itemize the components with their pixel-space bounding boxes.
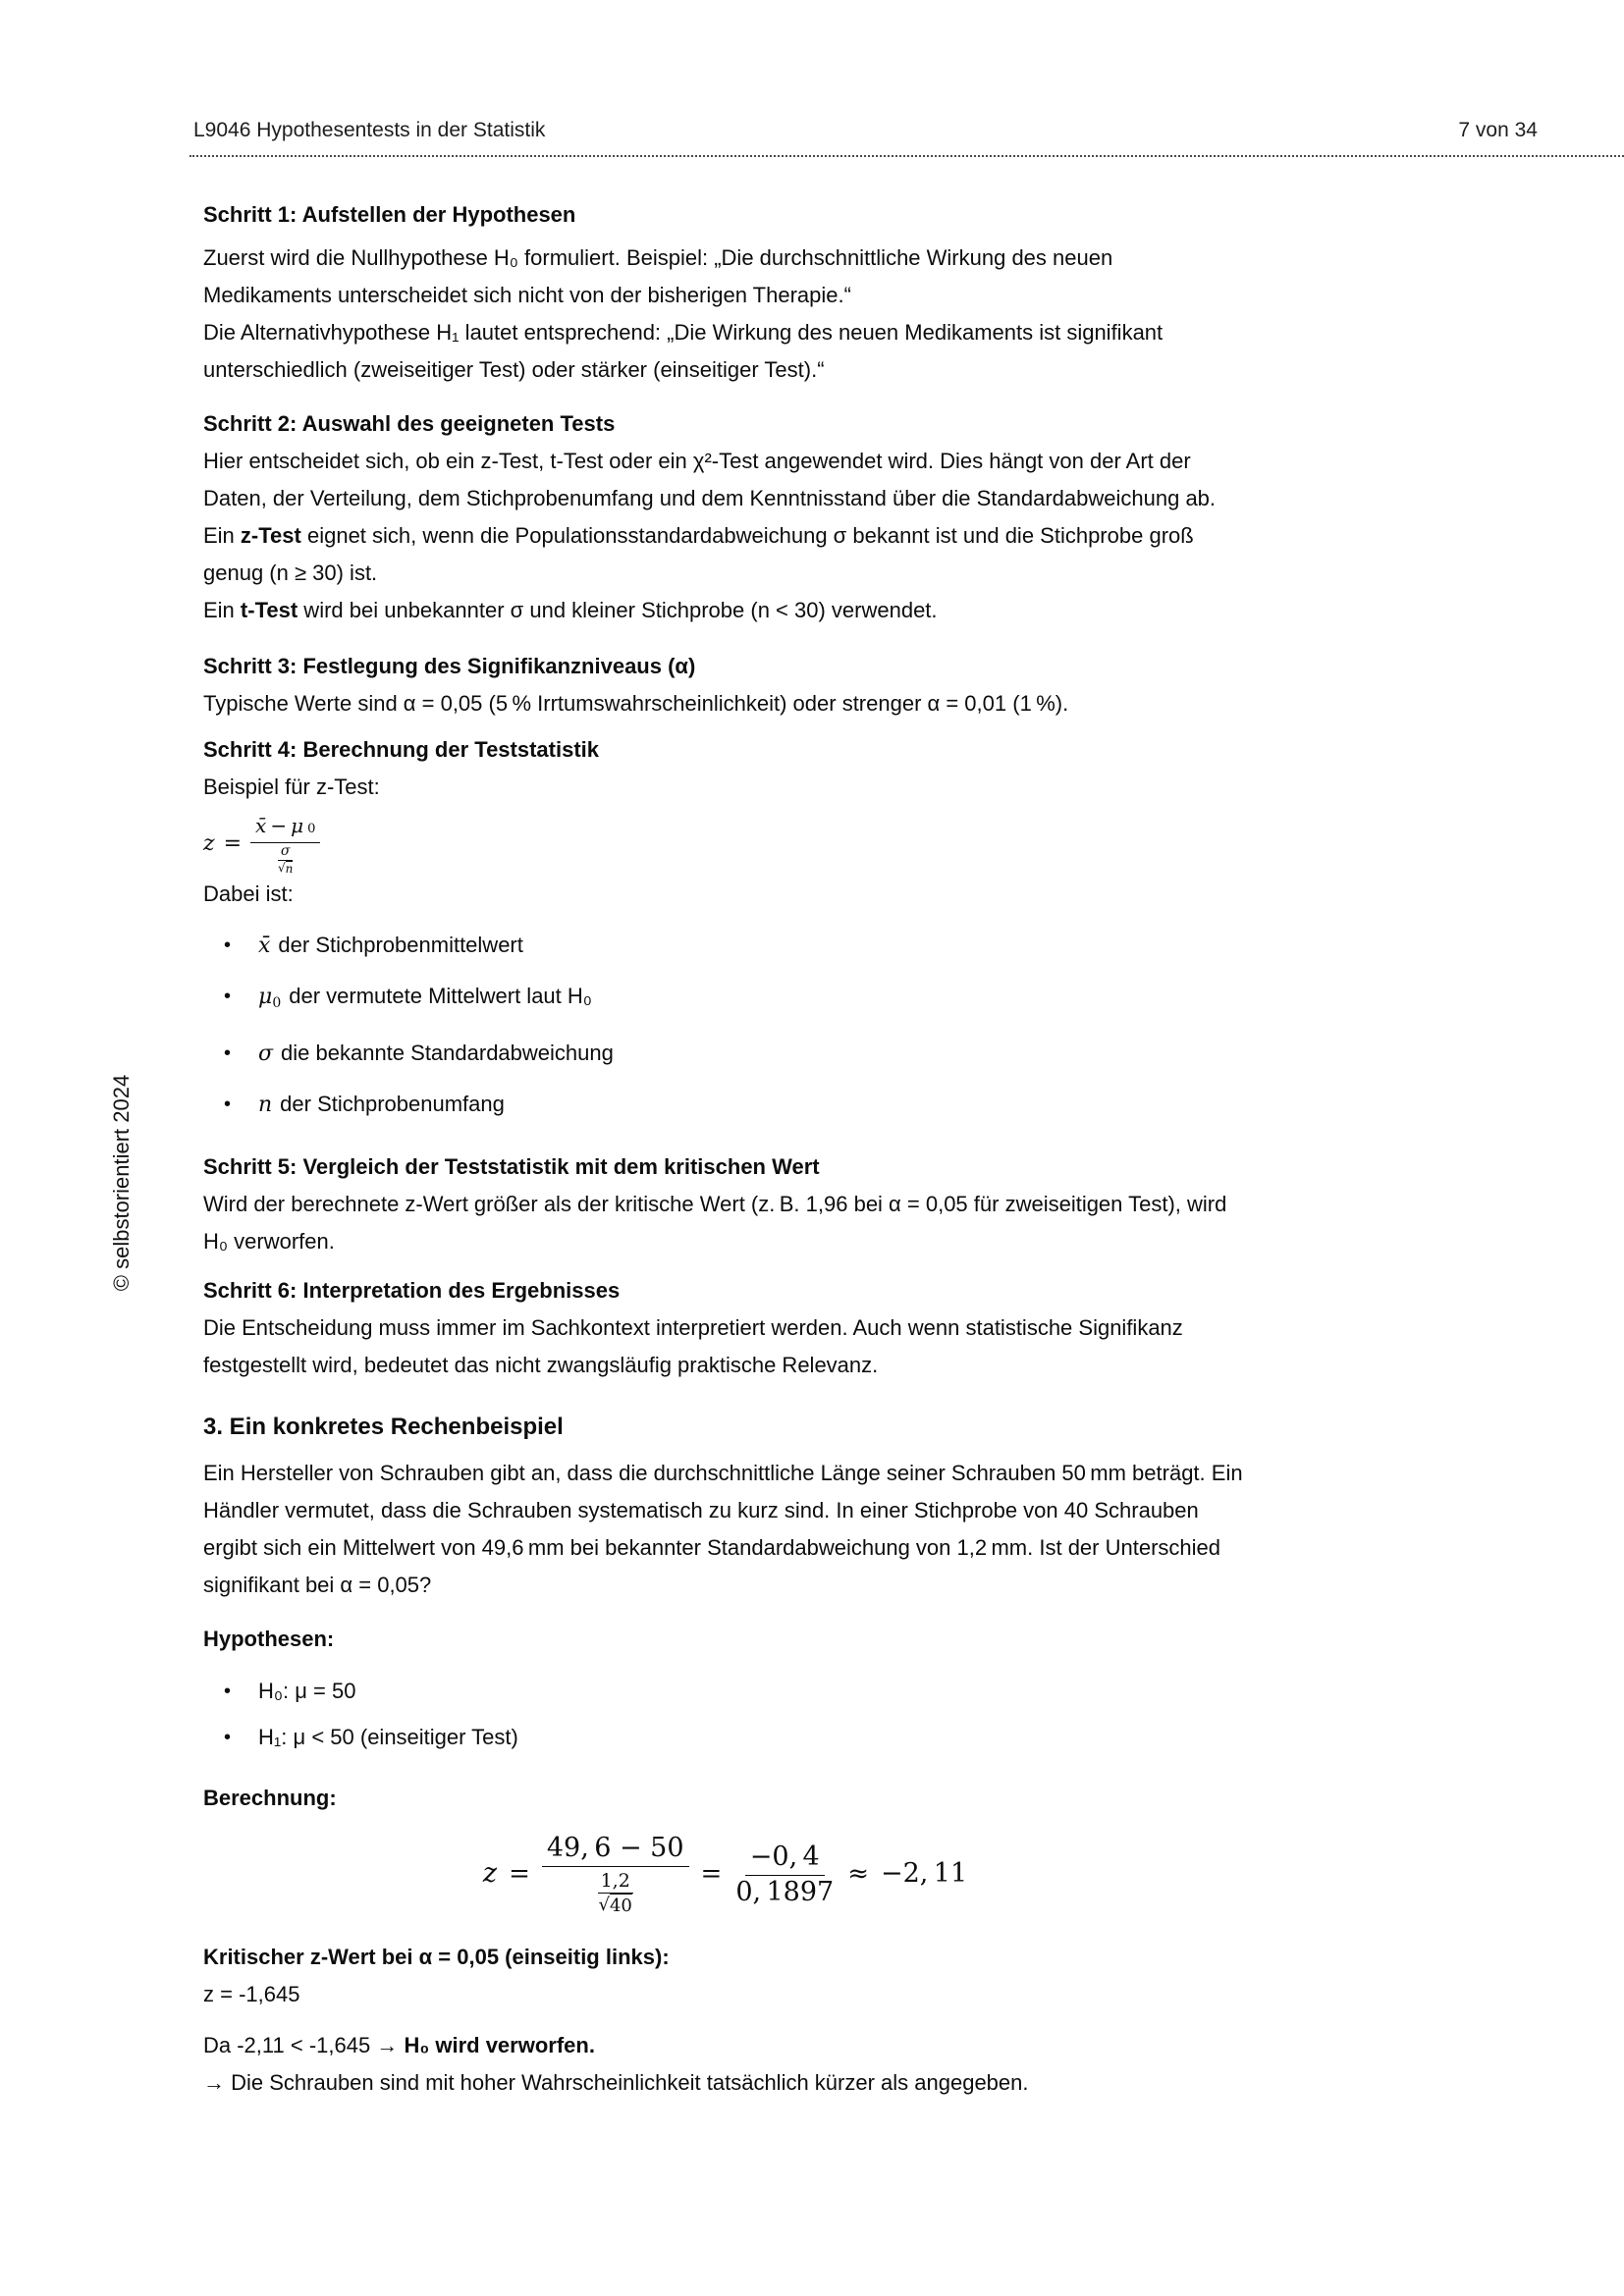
- step-2-paragraph-2: Ein z-Test eignet sich, wenn die Populationsstandardabweichung σ bekannt ist und die Stichprobe groß genug (n ≥ 30) ist.: [203, 523, 1194, 585]
- main-content: [203, 0, 1247, 2102]
- formula-lhs: z: [203, 831, 215, 856]
- step-5-paragraph-1: Wird der berechnete z-Wert größer als der kritische Wert (z. B. 1,96 bei α = 0,05 für zweiseitigen Test), wird H₀ verworfen.: [203, 1192, 1227, 1254]
- t-test-bold: t-Test: [240, 598, 298, 622]
- critical-value: z = -1,645: [203, 1982, 300, 2006]
- formula-equals: =: [223, 831, 243, 856]
- step-1-heading: Schritt 1: Aufstellen der Hypothesen: [203, 202, 576, 227]
- step-6-paragraph-1: Die Entscheidung muss immer im Sachkontext interpretiert werden. Auch wenn statistische Signifikanz festgestellt wird, bedeutet das nicht zwangsläufig praktische Relevanz.: [203, 1315, 1183, 1377]
- z-formula-inline: [203, 813, 1247, 876]
- critical-value-heading: Kritischer z-Wert bei α = 0,05 (einseitig links):: [203, 1945, 670, 1969]
- step-2-heading: Schritt 2: Auswahl des geeigneten Tests: [203, 411, 616, 436]
- conclusion-line: Da -2,11 < -1,645 → H₀ wird verworfen.: [203, 2033, 595, 2057]
- step-3-heading: Schritt 3: Festlegung des Signifikanzniveaus (α): [203, 654, 696, 678]
- formula-equals-2: =: [700, 1859, 723, 1889]
- calculation-heading: Berechnung:: [203, 1786, 337, 1810]
- list-item: • H₁: μ < 50 (einseitiger Test): [203, 1719, 1247, 1756]
- hypotheses-heading: Hypothesen:: [203, 1627, 335, 1651]
- step-1-paragraph-2: Die Alternativhypothese H₁ lautet entsprechend: „Die Wirkung des neuen Medikaments ist signifikant unterschiedlich (zweiseitiger Test) oder stärker (einseitiger Test).“: [203, 320, 1164, 382]
- list-item: • n der Stichprobenumfang: [203, 1086, 1247, 1124]
- formula-equals-1: =: [509, 1859, 530, 1889]
- calculation-formula: [203, 1827, 1247, 1921]
- step-6-heading: Schritt 6: Interpretation des Ergebnisses: [203, 1278, 621, 1303]
- step-2-paragraph-1: Hier entscheidet sich, ob ein z-Test, t-Test oder ein χ²-Test angewendet wird. Dies hängt von der Art der Daten, der Verteilung, dem Stichprobenumfang und dem Kenntnisstand über die Standardabweichung ab.: [203, 449, 1217, 510]
- list-item: • H₀: μ = 50: [203, 1673, 1247, 1710]
- formula-fraction-2: $\frac{-0, 4}{0, 1897}$: [735, 1841, 835, 1907]
- step-1-paragraph-1: Zuerst wird die Nullhypothese H₀ formuliert. Beispiel: „Die durchschnittliche Wirkung des neuen Medikaments unterscheidet sich nicht von der bisherigen Therapie.“: [203, 245, 1113, 307]
- formula-lhs: z: [482, 1858, 498, 1889]
- example-paragraph: Ein Hersteller von Schrauben gibt an, dass die durchschnittliche Länge seiner Schrauben 50 mm beträgt. Ein Händler vermutet, dass die Schrauben systematisch zu kurz sind. In einer Stichprobe von 40 Schrauben ergibt sich ein Mittelwert von 49,6 mm bei bekannter Standardabweichung von 1,2 mm. Ist der Unterschied signifikant bei α = 0,05?: [203, 1461, 1243, 1597]
- conclusion-bold: H₀ wird verworfen.: [404, 2033, 595, 2057]
- list-item: • σ die bekannte Standardabweichung: [203, 1035, 1247, 1073]
- header-document-title: L9046 Hypothesentests in der Statistik: [193, 119, 546, 141]
- example-section-heading: 3. Ein konkretes Rechenbeispiel: [203, 1414, 564, 1440]
- z-test-bold: z-Test: [240, 523, 301, 548]
- step-4-heading: Schritt 4: Berechnung der Teststatistik: [203, 737, 600, 762]
- formula-approx: ≈: [847, 1859, 869, 1889]
- step-4-intro: Beispiel für z-Test:: [203, 774, 380, 799]
- page-number: 7 von 34: [1458, 119, 1538, 141]
- hypotheses-list: [203, 1673, 1247, 1756]
- copyright-vertical-label: © selbstorientiert 2024: [109, 1074, 134, 1292]
- final-interpretation: → Die Schrauben sind mit hoher Wahrscheinlichkeit tatsächlich kürzer als angegeben.: [203, 2070, 1029, 2095]
- step-3-paragraph-1: Typische Werte sind α = 0,05 (5 % Irrtumswahrscheinlichkeit) oder strenger α = 0,01 (1 %).: [203, 691, 1069, 716]
- fraction-numerator: x̄ − μ 0: [250, 813, 320, 843]
- step-2-paragraph-3: Ein t-Test wird bei unbekannter σ und kleiner Stichprobe (n < 30) verwendet.: [203, 598, 938, 622]
- list-item: • μ0 der vermutete Mittelwert laut H₀: [203, 978, 1247, 1022]
- fraction-denominator: σ √ n: [278, 842, 294, 876]
- formula-fraction: [250, 813, 320, 877]
- formula-result: −2, 11: [881, 1858, 968, 1889]
- step-5-heading: Schritt 5: Vergleich der Teststatistik mit dem kritischen Wert: [203, 1154, 820, 1179]
- list-item: • x̄ der Stichprobenmittelwert: [203, 927, 1247, 965]
- definitions-list: [203, 927, 1247, 1124]
- formula-fraction-1: 49, 6 − 50 1,2 √ 40: [542, 1831, 689, 1918]
- definitions-intro: Dabei ist:: [203, 881, 294, 906]
